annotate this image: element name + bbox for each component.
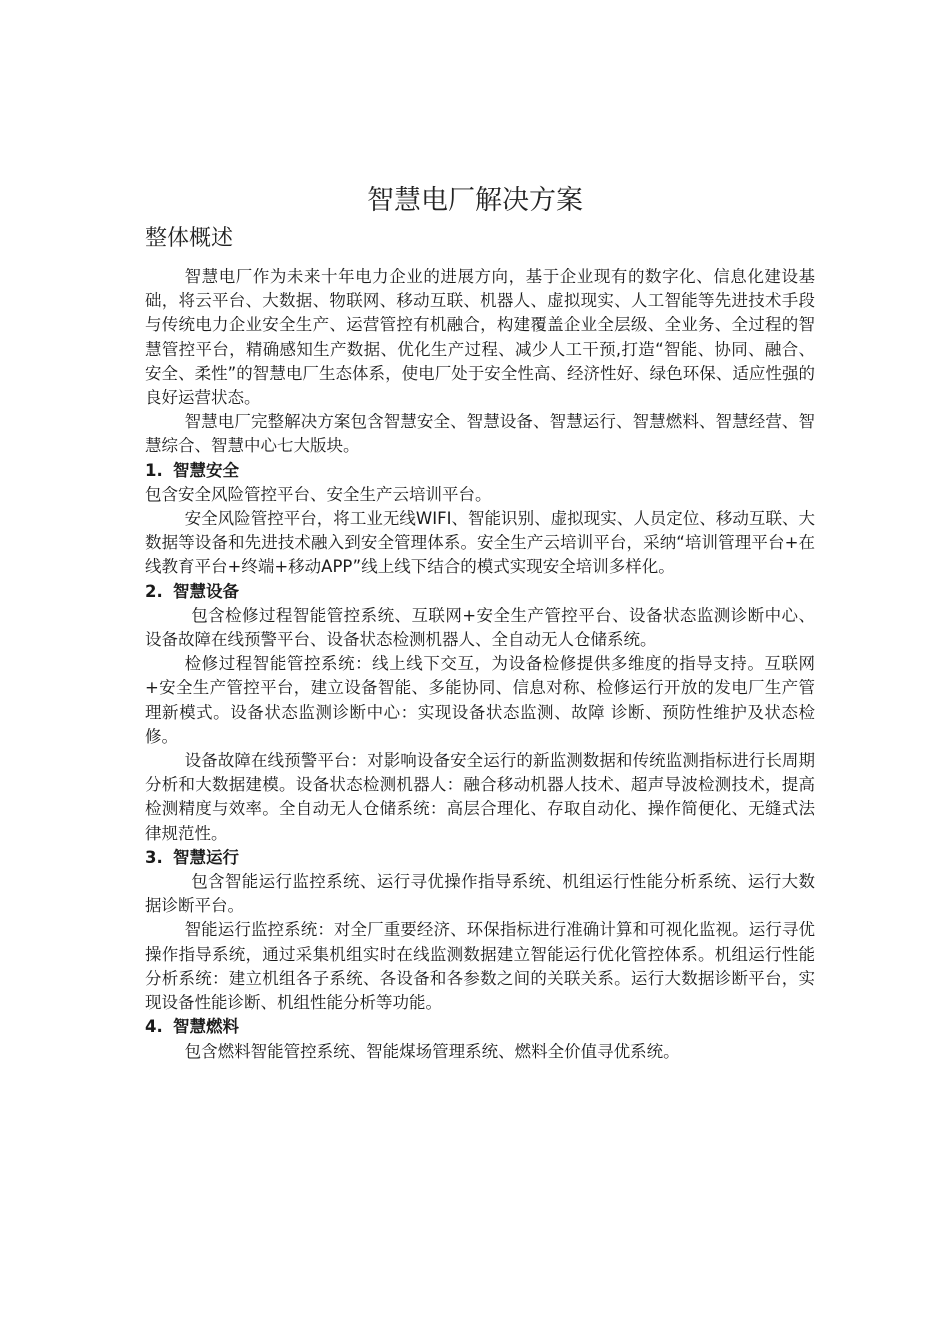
section-intro: 包含安全风险管控平台、安全生产云培训平台。 <box>145 484 492 504</box>
section-paragraph: 智能运行监控系统：对全厂重要经济、环保指标进行准确计算和可视化监视。运行寻优操作指导系统，通过采集机组实时在线监测数据建立智能运行优化管控体系。机组运行性能分析系统：建立机组各子系统、各设备和各参数之间的关联关系。运行大数据诊断平台，实现设备性能诊断、机组性能分析等功能。 <box>145 920 815 1013</box>
section-heading <box>145 580 815 604</box>
section-paragraph: 设备故障在线预警平台：对影响设备安全运行的新监测数据和传统监测指标进行长周期分析和大数据建模。设备状态检测机器人：融合移动机器人技术、超声导波检测技术，提高检测精度与效率。全自动无人仓储系统：高层合理化、存取自动化、操作简便化、无缝式法律规范性。 <box>145 751 815 843</box>
section-title: 智慧燃料 <box>173 1017 239 1037</box>
section-heading <box>145 459 815 483</box>
section-number: 1. <box>145 460 163 480</box>
section-heading <box>145 1015 815 1039</box>
section-heading <box>145 846 815 870</box>
section-number: 4. <box>145 1017 163 1037</box>
document-title: 智慧电厂解决方案 <box>367 185 583 216</box>
section-paragraph: 检修过程智能管控系统：线上线下交互，为设备检修提供多维度的指导支持。互联网+安全生产管控平台，建立设备智能、多能协同、信息对称、检修运行开放的发电厂生产管理新模式。设备状态监测诊断中心：实现设备状态监测、故障 诊断、预防性维护及状态检修。 <box>145 654 815 746</box>
document-body <box>145 265 815 1064</box>
section-intro: 包含燃料智能管控系统、智能煤场管理系统、燃料全价值寻优系统。 <box>184 1041 680 1061</box>
section-intro: 包含检修过程智能管控系统、互联网+安全生产管控平台、设备状态监测诊断中心、设备故障在线预警平台、设备状态检测机器人、全自动无人仓储系统。 <box>145 605 815 650</box>
section-title: 智慧运行 <box>173 847 239 867</box>
overview-paragraph: 智慧电厂作为未来十年电力企业的进展方向，基于企业现有的数字化、信息化建设基础，将云平台、大数据、物联网、移动互联、机器人、虚拟现实、人工智能等先进技术手段与传统电力企业安全生产、运营管控有机融合，构建覆盖企业全层级、全业务、全过程的智慧管控平台，精确感知生产数据、优化生产过程、减少人工干预,打造“智能、协同、融合、安全、柔性”的智慧电厂生态体系，使电厂处于安全性高、经济性好、绿色环保、适应性强的良好运营状态。 <box>145 267 815 408</box>
section-paragraph: 安全风险管控平台，将工业无线WIFI、智能识别、虚拟现实、人员定位、移动互联、大数据等设备和先进技术融入到安全管理体系。安全生产云培训平台，采纳“培训管理平台+在线教育平台+终端+移动APP”线上线下结合的模式实现安全培训多样化。 <box>145 509 815 577</box>
section-title: 智慧安全 <box>173 460 239 480</box>
overview-paragraph: 智慧电厂完整解决方案包含智慧安全、智慧设备、智慧运行、智慧燃料、智慧经营、智慧综合、智慧中心七大版块。 <box>145 412 815 456</box>
section-intro: 包含智能运行监控系统、运行寻优操作指导系统、机组运行性能分析系统、运行大数据诊断平台。 <box>145 872 815 916</box>
section-number: 3. <box>145 847 163 867</box>
section-number: 2. <box>145 581 163 601</box>
section-title: 智慧设备 <box>173 581 239 601</box>
overview-heading: 整体概述 <box>145 226 234 251</box>
